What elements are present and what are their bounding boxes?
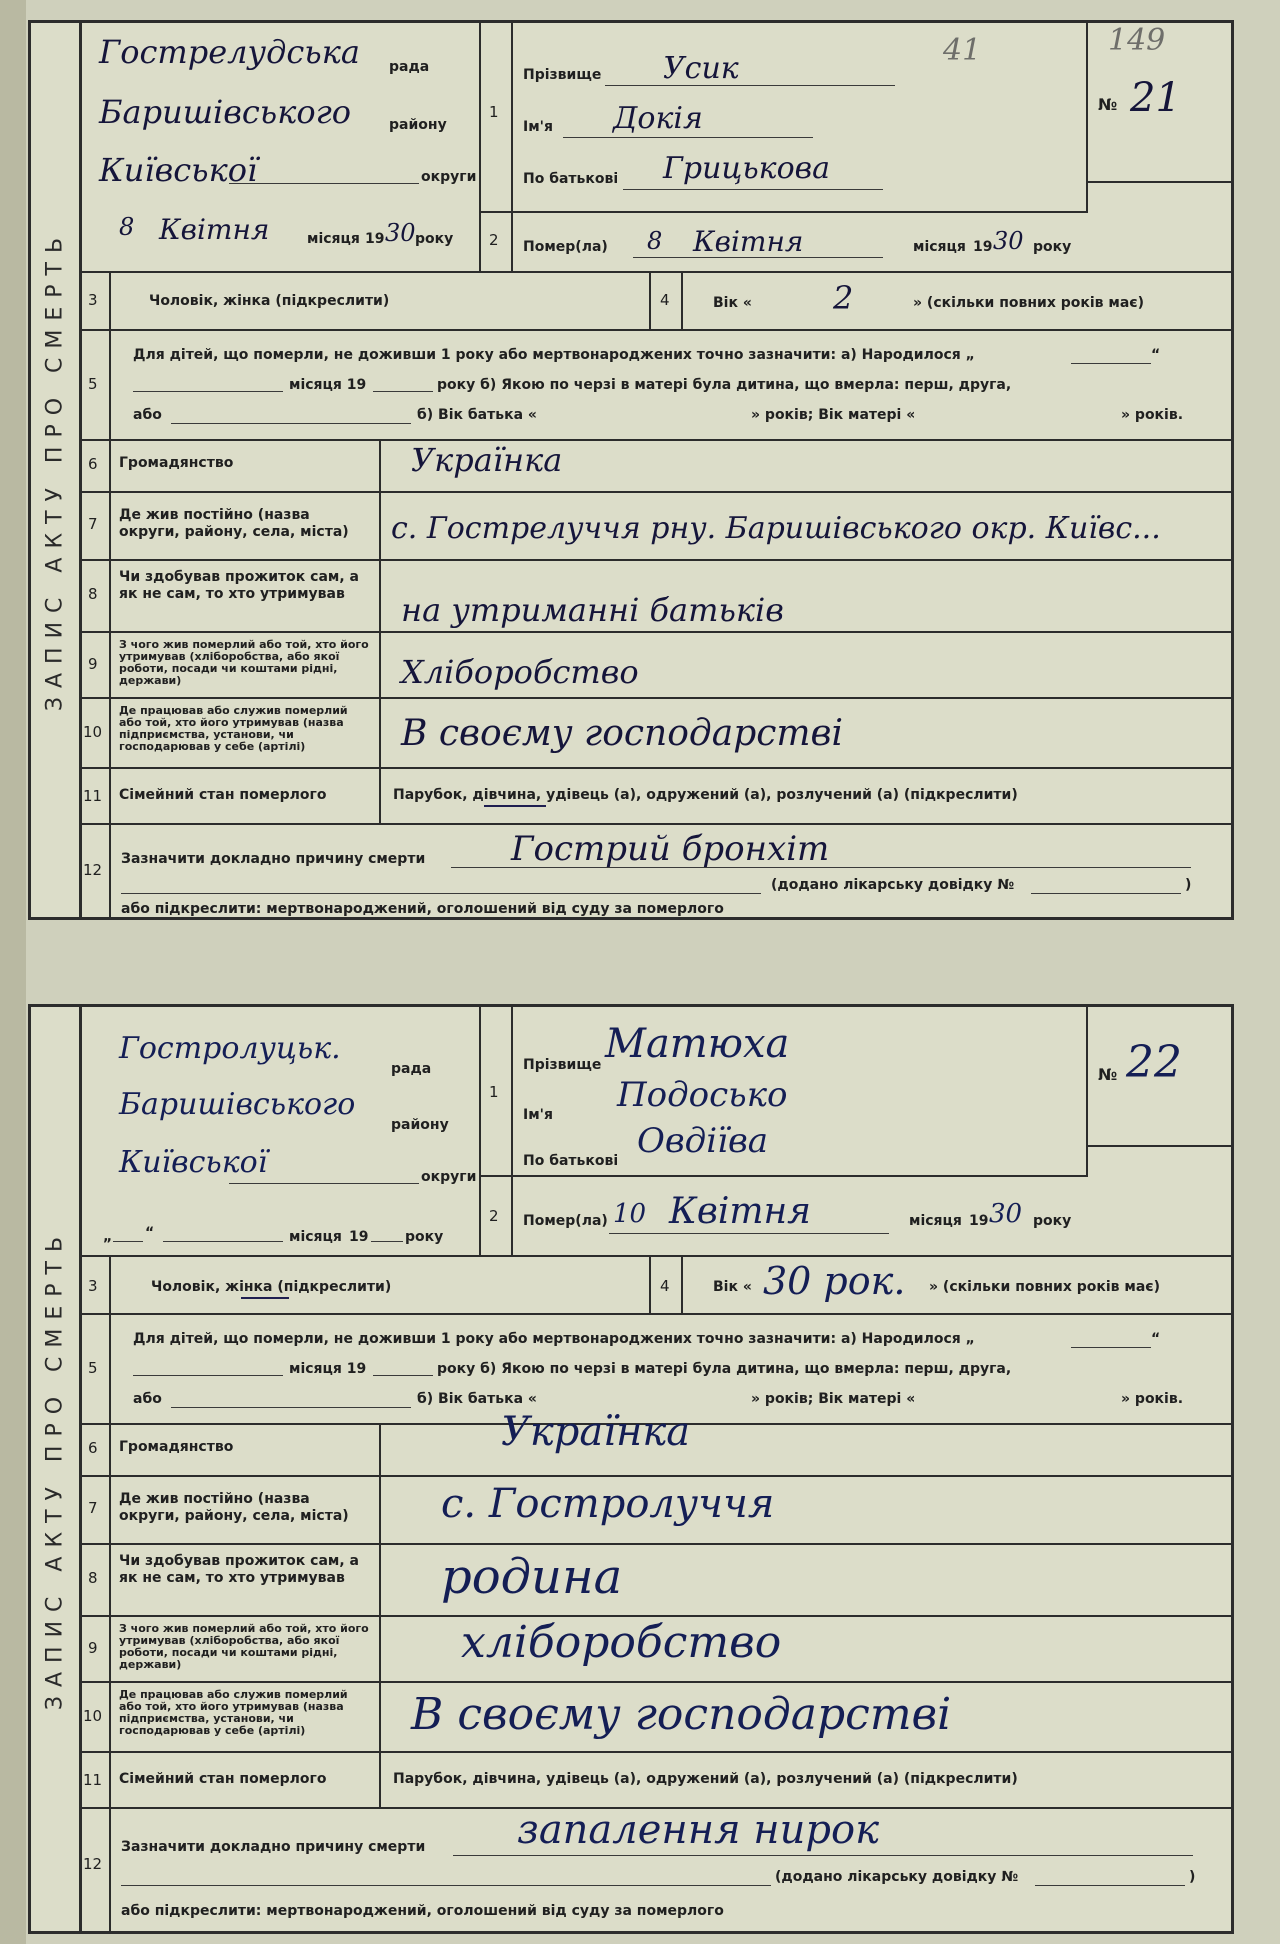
date-year: 30 xyxy=(385,219,416,247)
year-label: року xyxy=(405,1229,444,1245)
patronymic-value: Овдіїва xyxy=(637,1121,769,1161)
rada-label: рада xyxy=(389,59,430,75)
month-label: місяця xyxy=(307,231,360,247)
name-value: Докія xyxy=(613,101,703,136)
citizenship-value: Українка xyxy=(411,441,563,479)
occupation-label: З чого жив померлий або той, хто його утримував (хліборобства, або якої роботи, посади чи коштами рідні, держави) xyxy=(119,638,369,687)
stillborn-note: або підкреслити: мертвонароджений, оголошений від суду за померлого xyxy=(121,901,724,917)
patronymic-label: По батькові xyxy=(523,171,619,187)
citizenship-label-cell xyxy=(111,1425,381,1477)
died-day: 8 xyxy=(647,227,663,255)
workplace-value-cell xyxy=(381,1683,1234,1753)
page-edge xyxy=(0,0,26,1944)
residence-value-cell xyxy=(381,493,1234,561)
record-number-box xyxy=(1088,1007,1234,1147)
livelihood-value: на утриманні батьків xyxy=(401,591,784,629)
workplace-label: Де працював або служив померлий або той, хто його утримував (назва підприємства, установи, чи господарював у себе (артілі) xyxy=(119,1688,348,1737)
citizenship-label: Громадянство xyxy=(119,1439,234,1455)
age-block xyxy=(683,1257,1234,1315)
cause-value: Гострий бронхіт xyxy=(511,829,830,869)
sex-block xyxy=(111,273,651,331)
cause-block: Зазначити докладно причину смерти Гострий бронхіт (додано лікарську довідку № ) або підкреслити: мертвонароджений, оголошений від суду за померлого xyxy=(111,825,1234,920)
residence-label-cell xyxy=(111,493,381,561)
workplace-label-cell xyxy=(111,699,381,769)
livelihood-value-cell xyxy=(381,561,1234,633)
okruha-value: Київської xyxy=(99,151,258,189)
rada-label: рада xyxy=(391,1061,432,1077)
rada-value: Гостролуцьк. xyxy=(119,1031,341,1066)
row-number-7: 7 xyxy=(79,1477,111,1545)
record-sidebar xyxy=(31,23,82,917)
registry-office-block xyxy=(79,23,481,273)
row-number-12: 12 xyxy=(79,825,111,920)
occupation-value: Хліборобство xyxy=(401,653,639,691)
livelihood-label: Чи здобував прожиток сам, а як не сам, то хто утримував xyxy=(119,1553,359,1586)
age-suffix: » (скільки повних років має) xyxy=(929,1279,1161,1295)
workplace-value-cell xyxy=(381,699,1234,769)
name-block xyxy=(513,23,1088,213)
death-record-1 xyxy=(28,20,1234,920)
residence-label-cell xyxy=(111,1477,381,1545)
died-month: Квітня xyxy=(669,1191,812,1232)
children-line3b: б) Вік батька « xyxy=(417,407,537,423)
record-number: 21 xyxy=(1130,75,1181,121)
pencil-number: 149 xyxy=(1108,23,1166,58)
children-line1: Для дітей, що померли, не доживши 1 року або мертвонароджених точно зазначити: а) Народилося „ xyxy=(133,347,975,363)
rayon-label: району xyxy=(389,117,447,133)
occupation-value: хліборобство xyxy=(461,1617,782,1668)
livelihood-label: Чи здобував прожиток сам, а як не сам, то хто утримував xyxy=(119,569,359,602)
patronymic-label: По батькові xyxy=(523,1153,619,1169)
surname-value: Усик xyxy=(663,51,739,86)
children-line2b: року б) Якою по черзі в матері була дитина, що вмерла: перш, друга, xyxy=(437,377,1012,393)
children-line2b: року б) Якою по черзі в матері була дитина, що вмерла: перш, друга, xyxy=(437,1361,1012,1377)
died-year: 30 xyxy=(989,1199,1023,1229)
surname-value: Матюха xyxy=(605,1021,790,1067)
row-number-10: 10 xyxy=(79,1683,111,1753)
rayon-value: Баришівського xyxy=(119,1087,356,1122)
citizenship-label: Громадянство xyxy=(119,455,234,471)
occupation-label-cell xyxy=(111,1617,381,1683)
record-number-box xyxy=(1088,23,1234,183)
death-record-2 xyxy=(28,1004,1234,1934)
name-value: Подосько xyxy=(617,1075,788,1115)
age-value: 2 xyxy=(833,279,854,317)
row-number-9: 9 xyxy=(79,633,111,699)
name-block xyxy=(513,1007,1088,1177)
row-number-11: 11 xyxy=(79,769,111,825)
citizenship-value: Українка xyxy=(501,1409,691,1455)
children-line2: місяця 19 xyxy=(289,377,367,393)
row-number-11: 11 xyxy=(79,1753,111,1809)
children-line1: Для дітей, що померли, не доживши 1 року або мертвонароджених точно зазначити: а) Народилося „ xyxy=(133,1331,975,1347)
row-number-2: 2 xyxy=(481,213,513,273)
year-prefix: 19 xyxy=(365,231,385,247)
sex-label: Чоловік, жінка (підкреслити) xyxy=(149,293,390,309)
residence-value-cell xyxy=(381,1477,1234,1545)
year-prefix: 19 xyxy=(349,1229,369,1245)
workplace-label: Де працював або служив померлий або той, хто його утримував (назва підприємства, установи, чи господарював у себе (артілі) xyxy=(119,704,348,753)
children-line3a: або xyxy=(133,407,162,423)
residence-label: Де жив постійно (назва округи, району, села, міста) xyxy=(119,507,349,540)
died-label: Помер(ла) xyxy=(523,1213,608,1229)
name-label: Ім'я xyxy=(523,119,553,135)
died-month-label: місяця xyxy=(909,1213,962,1229)
livelihood-label-cell xyxy=(111,561,381,633)
marital-options: Парубок, дівчина, удівець (а), одружений (а), розлучений (а) (підкреслити) xyxy=(393,1771,1018,1787)
date-day: 8 xyxy=(119,213,135,241)
sex-label: Чоловік, жінка (підкреслити) xyxy=(151,1279,392,1295)
age-label: Вік « xyxy=(713,295,752,311)
children-line3a: або xyxy=(133,1391,162,1407)
died-year-prefix: 19 xyxy=(969,1213,989,1229)
workplace-label-cell xyxy=(111,1683,381,1753)
children-line3d: » років. xyxy=(1121,1391,1184,1407)
residence-label: Де жив постійно (назва округи, району, села, міста) xyxy=(119,1491,349,1524)
workplace-value: В своєму господарстві xyxy=(401,713,844,754)
died-month-label: місяця xyxy=(913,239,966,255)
row-number-8: 8 xyxy=(79,561,111,633)
occupation-label: З чого жив померлий або той, хто його утримував (хліборобства, або якої роботи, посади чи коштами рідні, держави) xyxy=(119,1622,369,1671)
marital-value-cell xyxy=(381,1753,1234,1809)
row-number-9: 9 xyxy=(79,1617,111,1683)
row-number-3: 3 xyxy=(79,273,111,331)
row-number-4: 4 xyxy=(651,1257,683,1315)
residence-value: с. Гостролуччя xyxy=(441,1481,775,1527)
row-number-5: 5 xyxy=(79,1315,111,1425)
livelihood-value-cell xyxy=(381,1545,1234,1617)
marital-value-cell xyxy=(381,769,1234,825)
row-number-6: 6 xyxy=(79,441,111,493)
children-block: Для дітей, що померли, не доживши 1 року або мертвонароджених точно зазначити: а) Народилося „ “ місяця 19 року б) Якою по черзі в матері була дитина, що вмерла: перш, друга, або б) Вік батька « » років; Вік матері « » років. xyxy=(111,331,1234,441)
okruha-value: Київської xyxy=(119,1145,268,1180)
registry-office-block: Гостролуцьк. рада Баришівського району Київської округи „ “ місяця 19 року xyxy=(79,1007,481,1257)
row-number-6: 6 xyxy=(79,1425,111,1477)
age-value: 30 рок. xyxy=(763,1259,906,1303)
cause-value: запалення нирок xyxy=(517,1807,879,1853)
record-grid xyxy=(79,23,1231,917)
year-label: року xyxy=(415,231,454,247)
number-prefix: № xyxy=(1098,95,1118,114)
children-line3c: » років; Вік матері « xyxy=(751,407,916,423)
citizenship-label-cell xyxy=(111,441,381,493)
patronymic-value: Грицькова xyxy=(663,151,830,186)
died-day: 10 xyxy=(613,1199,647,1229)
age-label: Вік « xyxy=(713,1279,752,1295)
children-line3c: » років; Вік матері « xyxy=(751,1391,916,1407)
residence-value: с. Гострелуччя рну. Баришівського окр. Київс... xyxy=(391,511,1161,546)
death-date-block xyxy=(513,1177,1234,1257)
record-number: 22 xyxy=(1126,1037,1182,1088)
record-title: ЗАПИС АКТУ ПРО СМЕРТЬ xyxy=(42,228,68,712)
row-number-2: 2 xyxy=(481,1177,513,1257)
citizenship-value-cell xyxy=(381,1409,1234,1477)
row-number-1: 1 xyxy=(481,23,513,213)
died-label: Помер(ла) xyxy=(523,239,608,255)
marital-label-cell xyxy=(111,1753,381,1809)
age-block xyxy=(683,273,1234,331)
row-number-5: 5 xyxy=(79,331,111,441)
row-number-4: 4 xyxy=(651,273,683,331)
record-sidebar xyxy=(31,1007,82,1931)
month-label: місяця xyxy=(289,1229,342,1245)
children-line2: місяця 19 xyxy=(289,1361,367,1377)
okruha-label: округи xyxy=(421,1169,477,1185)
cause-label: Зазначити докладно причину смерти xyxy=(121,1839,426,1855)
stillborn-note: або підкреслити: мертвонароджений, оголошений від суду за померлого xyxy=(121,1903,724,1919)
surname-label: Прізвище xyxy=(523,67,602,83)
surname-label: Прізвище xyxy=(523,1057,602,1073)
died-year: 30 xyxy=(993,227,1024,255)
livelihood-value: родина xyxy=(441,1549,623,1605)
occupation-value-cell xyxy=(381,1617,1234,1683)
age-suffix: » (скільки повних років має) xyxy=(913,295,1145,311)
pencil-mark: 41 xyxy=(943,33,982,68)
citizenship-value-cell xyxy=(381,441,1234,493)
marital-underline xyxy=(484,805,546,807)
workplace-value: В своєму господарстві xyxy=(411,1689,952,1740)
name-label: Ім'я xyxy=(523,1107,553,1123)
rada-value: Гострелудська xyxy=(99,33,360,71)
died-month: Квітня xyxy=(693,225,804,258)
occupation-value-cell xyxy=(381,633,1234,699)
death-date-block xyxy=(513,213,1234,273)
died-year-label: року xyxy=(1033,1213,1072,1229)
number-prefix: № xyxy=(1098,1065,1118,1084)
date-month: Квітня xyxy=(159,213,270,246)
children-line3b: б) Вік батька « xyxy=(417,1391,537,1407)
record-title: ЗАПИС АКТУ ПРО СМЕРТЬ xyxy=(42,1227,68,1711)
record-grid xyxy=(79,1007,1231,1931)
children-block: Для дітей, що померли, не доживши 1 року або мертвонароджених точно зазначити: а) Народилося „ “ місяця 19 року б) Якою по черзі в матері була дитина, що вмерла: перш, друга, або б) Вік батька « » років; Вік матері « » років. xyxy=(111,1315,1234,1425)
row-number-1: 1 xyxy=(481,1007,513,1177)
marital-label: Сімейний стан померлого xyxy=(119,1771,327,1787)
marital-label-cell xyxy=(111,769,381,825)
cause-label: Зазначити докладно причину смерти xyxy=(121,851,426,867)
row-number-8: 8 xyxy=(79,1545,111,1617)
sex-underline xyxy=(241,1297,289,1299)
row-number-10: 10 xyxy=(79,699,111,769)
certificate-label: (додано лікарську довідку № xyxy=(771,877,1015,893)
row-number-12: 12 xyxy=(79,1809,111,1931)
cause-block: Зазначити докладно причину смерти запалення нирок (додано лікарську довідку № ) або підкреслити: мертвонароджений, оголошений від суду за померлого xyxy=(111,1809,1234,1931)
occupation-label-cell xyxy=(111,633,381,699)
died-year-label: року xyxy=(1033,239,1072,255)
marital-label: Сімейний стан померлого xyxy=(119,787,327,803)
rayon-value: Баришівського xyxy=(99,93,352,131)
children-line3d: » років. xyxy=(1121,407,1184,423)
livelihood-label-cell xyxy=(111,1545,381,1617)
sex-block xyxy=(111,1257,651,1315)
rayon-label: району xyxy=(391,1117,449,1133)
row-number-7: 7 xyxy=(79,493,111,561)
row-number-3: 3 xyxy=(79,1257,111,1315)
marital-options: Парубок, дівчина, удівець (а), одружений (а), розлучений (а) (підкреслити) xyxy=(393,787,1018,803)
died-year-prefix: 19 xyxy=(973,239,993,255)
okruha-label: округи xyxy=(421,169,477,185)
certificate-label: (додано лікарську довідку № xyxy=(775,1869,1019,1885)
